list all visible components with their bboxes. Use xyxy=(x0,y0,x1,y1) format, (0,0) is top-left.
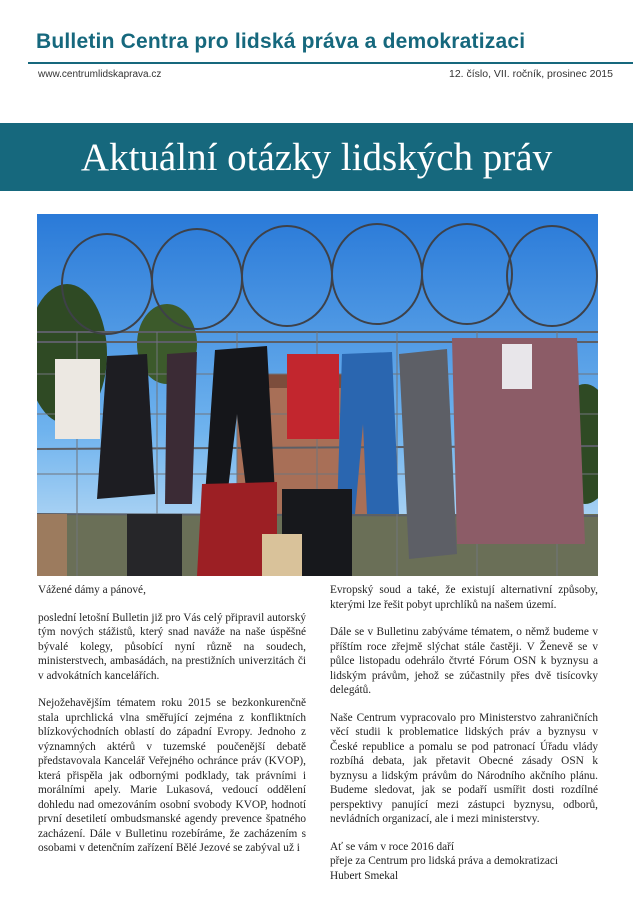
article-column-left xyxy=(38,583,306,869)
website-url[interactable]: www.centrumlidskaprava.cz xyxy=(38,69,162,80)
cover-photo xyxy=(37,214,598,576)
salutation: Vážené dámy a pánové, xyxy=(38,584,146,596)
paragraph-refugees: Nejožehavějším tématem roku 2015 se bezkonkurenčně stala uprchlická vlna směřující zejména z konfliktních blízkovýchodních oblastí do západní Evropy. Jednoho z významných aktérů v tuzemské poučenější debatě představovala Kancelář Veřejného ochránce práv (KVOP), která přispěla jak odbornými podklady, tak právními i morálními apely. Marie Lukasová, vedoucí oddělení dohledu nad omezováním osobní svobody KVOP, hodnotí první desetiletí ombudsmanské agendy prevence špatného zacházení. Dále v Bulletinu rozebíráme, že zacházením s osobami v detenčním zařízení Bělé Jezové se zabýval už i xyxy=(38,697,306,854)
closing xyxy=(330,840,598,884)
issue-info: 12. číslo, VII. ročník, prosinec 2015 xyxy=(448,68,613,80)
article-column-right xyxy=(330,583,598,896)
header-rule xyxy=(28,62,633,64)
paragraph-intro: poslední letošní Bulletin již pro Vás celý připravil autorský tým nových stážistů, který snad naváže na naše úspěšné bývalé kolegy, působící nyní různě na soudech, ministerstvech, ambasádách, na prestižních univerzitách či v advokátních kancelářích. xyxy=(38,611,306,682)
section-banner xyxy=(0,123,633,191)
closing-from: přeje za Centrum pro lidská práva a demokratizaci xyxy=(330,855,559,867)
bulletin-title: Bulletin Centra pro lidská práva a demokratizaci xyxy=(36,30,526,53)
banner-title: Aktuální otázky lidských práv xyxy=(80,135,553,179)
paragraph-refugees-continued: Evropský soud a také, že existují alternativní způsoby, kterými lze řešit pobyt uprchlíků na našem území. xyxy=(330,584,598,611)
signature: Hubert Smekal xyxy=(330,869,399,882)
paragraph-business: Dále se v Bulletinu zabýváme tématem, o němž budeme v příštím roce zřejmě slýchat stále častěji. V Ženevě se v půlce listopadu odehrálo čtvrté Fórum OSN k byznysu a lidským právům, jehož se zúčastnily přes dvě tisícovky delegátů. xyxy=(330,626,598,696)
closing-wish: Ať se vám v roce 2016 daří xyxy=(330,840,455,853)
paragraph-centre-study: Naše Centrum vypracovalo pro Ministerstvo zahraničních věcí studii k problematice lidských práv a byznysu v České republice a pomalu se pod patronací Úřadu vlády rozbíhá debata, jak přetavit Obecné zásady OSN k byznysu a lidským právům do Národního akčního plánu. Budeme sledovat, jak se podaří usmířit dosti rozdílné perspektivy panující mezi zástupci byznysu, odborů, nevládních organizací, ale i mezi ministerstvy. xyxy=(330,711,598,825)
